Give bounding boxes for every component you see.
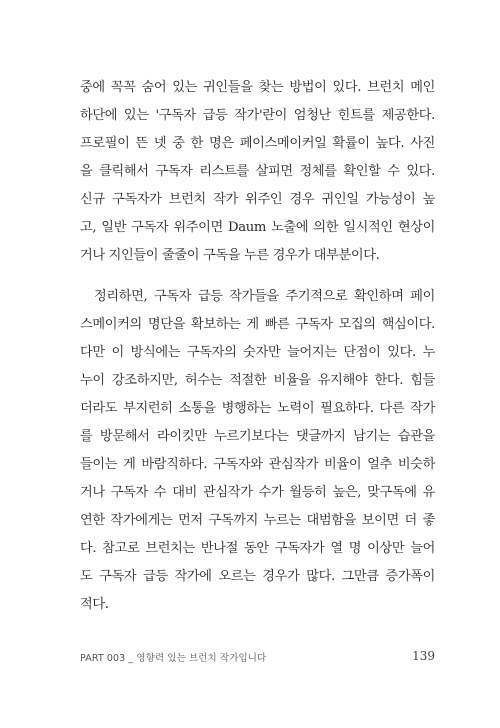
text-line: 거나 구독자 수 대비 관심작가 수가 월등히 높은, 맞구독에 유 <box>80 485 435 500</box>
text-line: 를 방문해서 라이킷만 누르기보다는 댓글까지 남기는 습관을 <box>80 429 435 444</box>
text-line: 프로필이 뜬 넷 중 한 명은 페이스메이커일 확률이 높다. 사진 <box>80 136 435 151</box>
text-line: 연한 작가에게는 먼저 구독까지 누르는 대범함을 보이면 더 좋 <box>80 513 435 528</box>
text-line: 다. 참고로 브런치는 반나절 동안 구독자가 열 명 이상만 늘어 <box>80 541 435 556</box>
paragraph-2 <box>80 283 435 619</box>
text-line: 거나 지인들이 줄줄이 구독을 누른 경우가 대부분이다. <box>80 248 380 263</box>
text-line: 고, 일반 구독자 위주이면 Daum 노출에 의한 일시적인 현상이 <box>80 220 435 235</box>
page-footer <box>80 650 435 666</box>
paragraph-1 <box>80 74 435 270</box>
text-line: 하단에 있는 '구독자 급등 작가'란이 엄청난 힌트를 제공한다. <box>80 108 435 123</box>
text-line: 도 구독자 급등 작가에 오르는 경우가 많다. 그만큼 증가폭이 <box>80 569 435 584</box>
text-line: 신규 구독자가 브런치 작가 위주인 경우 귀인일 가능성이 높 <box>80 192 435 207</box>
text-line: 다만 이 방식에는 구독자의 숫자만 늘어지는 단점이 있다. 누 <box>80 345 435 360</box>
text-line: 들이는 게 바람직하다. 구독자와 관심작가 비율이 얼추 비슷하 <box>80 457 435 472</box>
text-line: 누이 강조하지만, 허수는 적절한 비율을 유지해야 한다. 힘들 <box>80 373 435 388</box>
text-line: 정리하면, 구독자 급등 작가들을 주기적으로 확인하며 페이 <box>94 289 435 304</box>
text-line: 을 클릭해서 구독자 리스트를 살피면 정체를 확인할 수 있다. <box>80 164 435 179</box>
running-title: PART 003 _ 영향력 있는 브런치 작가입니다 <box>80 653 267 664</box>
text-line: 적다. <box>80 597 109 612</box>
page-number: 139 <box>412 649 435 663</box>
text-line: 더라도 부지런히 소통을 병행하는 노력이 필요하다. 다른 작가 <box>80 401 435 416</box>
text-line: 중에 꼭꼭 숨어 있는 귀인들을 찾는 방법이 있다. 브런치 메인 <box>80 80 435 95</box>
text-line: 스메이커의 명단을 확보하는 게 빠른 구독자 모집의 핵심이다. <box>80 317 435 332</box>
